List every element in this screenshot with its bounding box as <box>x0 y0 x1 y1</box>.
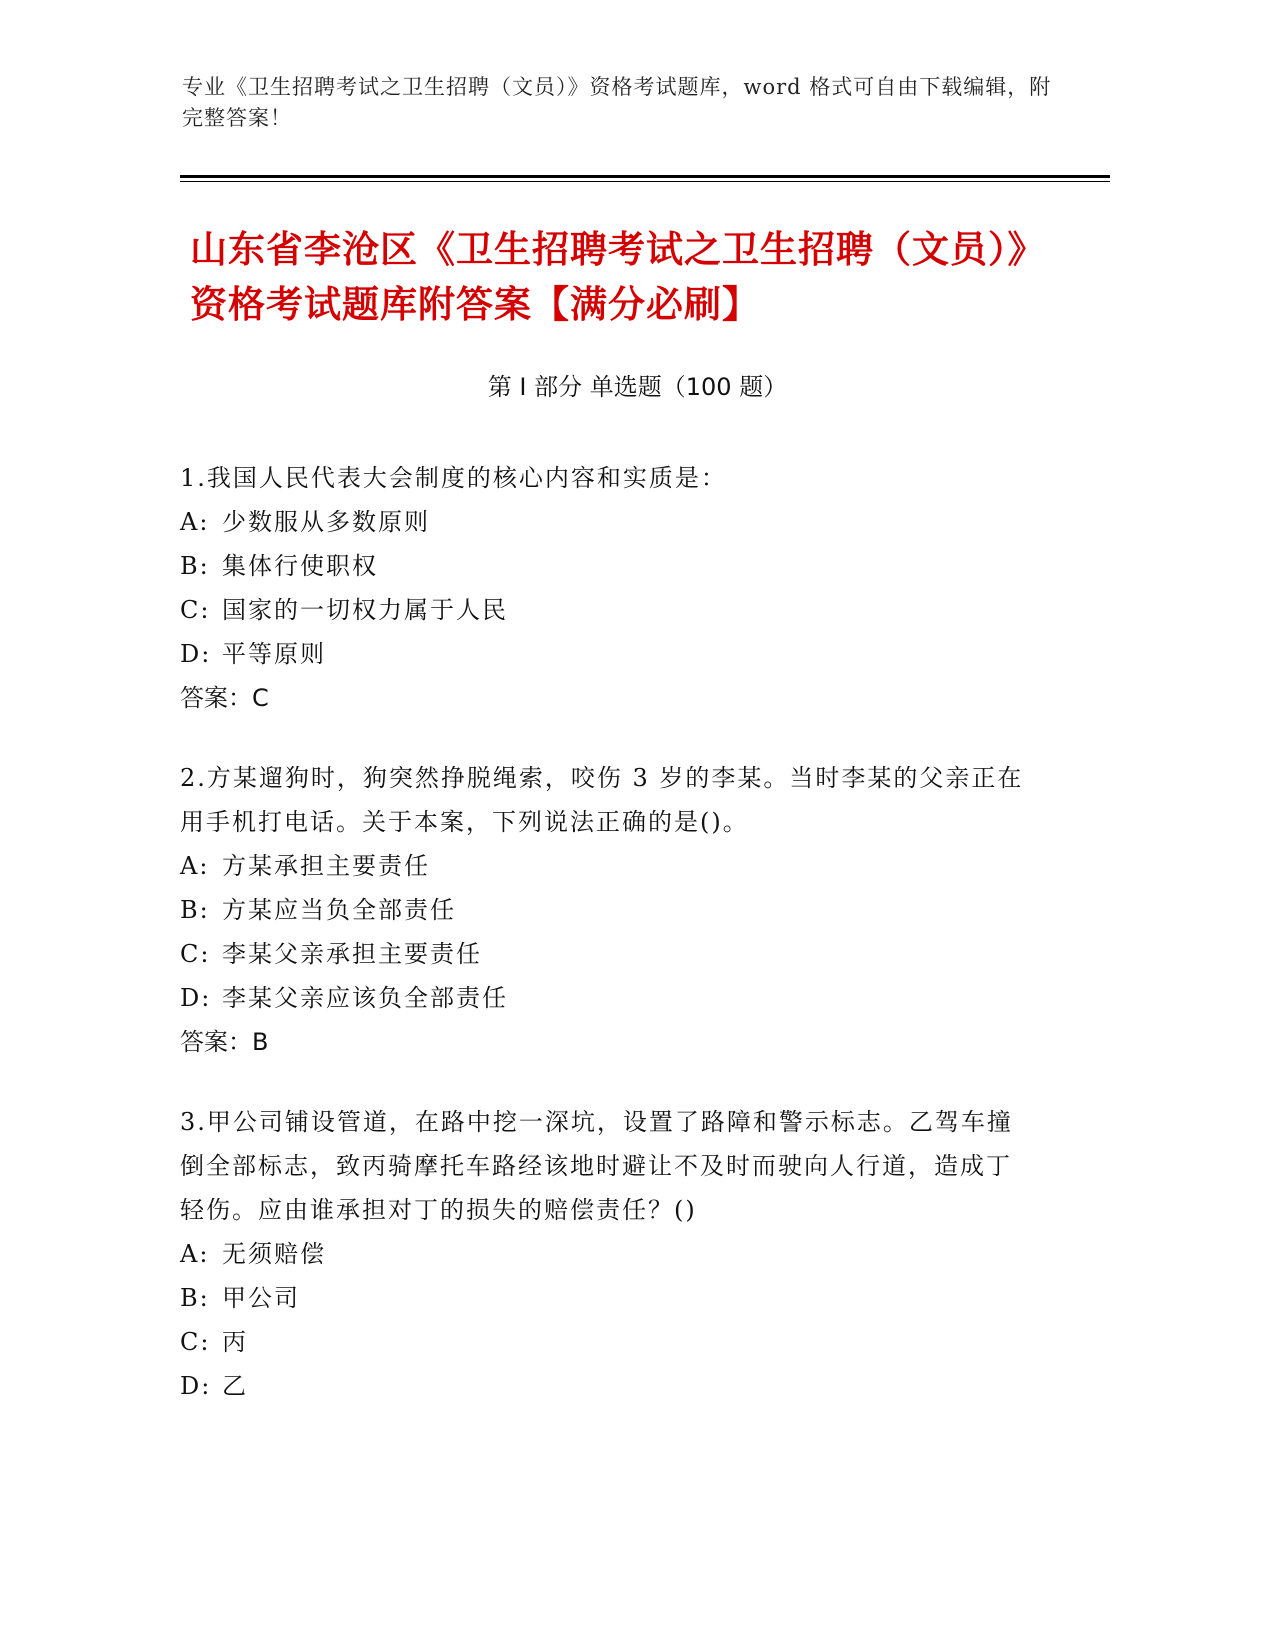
option-d <box>180 632 1030 676</box>
question-3 <box>180 1100 1030 1408</box>
option-letter: A: <box>180 1240 210 1268</box>
option-a <box>180 1232 1030 1276</box>
answer-line: 答案：B <box>180 1028 269 1056</box>
option-letter: B: <box>180 896 210 924</box>
option-letter: D: <box>180 984 212 1012</box>
option-text: 乙 <box>222 1372 248 1400</box>
option-text: 李某父亲应该负全部责任 <box>222 984 508 1012</box>
answer-line: 答案：C <box>180 684 269 712</box>
document-title: 山东省李沧区《卫生招聘考试之卫生招聘（文员）》资格考试题库附答案【满分必刷】 <box>190 228 1046 326</box>
option-letter: B: <box>180 1284 210 1312</box>
section-title: 第 I 部分 单选题（100 题） <box>487 373 788 401</box>
option-letter: C: <box>180 940 211 968</box>
option-text: 平等原则 <box>222 640 326 668</box>
option-letter: D: <box>180 1372 212 1400</box>
option-letter: D: <box>180 640 212 668</box>
option-text: 集体行使职权 <box>222 552 378 580</box>
option-letter: A: <box>180 852 210 880</box>
question-stem: 1.我国人民代表大会制度的核心内容和实质是： <box>180 464 727 492</box>
header-divider-thick <box>180 175 1110 178</box>
option-d <box>180 976 1030 1020</box>
option-text: 甲公司 <box>222 1284 300 1312</box>
option-b <box>180 1276 1030 1320</box>
option-a <box>180 844 1030 888</box>
question-stem: 3.甲公司铺设管道，在路中挖一深坑，设置了路障和警示标志。乙驾车撞倒全部标志，致丙骑摩托车路经该地时避让不及时而驶向人行道，造成丁轻伤。应由谁承担对丁的损失的赔偿责任？() <box>180 1108 1013 1224</box>
option-c <box>180 1320 1030 1364</box>
option-c <box>180 588 1030 632</box>
option-letter: C: <box>180 1328 211 1356</box>
option-b <box>180 544 1030 588</box>
option-text: 方某承担主要责任 <box>222 852 430 880</box>
option-letter: C: <box>180 596 211 624</box>
option-text: 国家的一切权力属于人民 <box>222 596 508 624</box>
option-text: 无须赔偿 <box>222 1240 326 1268</box>
option-c <box>180 932 1030 976</box>
option-text: 丙 <box>222 1328 248 1356</box>
option-letter: A: <box>180 508 210 536</box>
question-2 <box>180 756 1030 1064</box>
option-text: 李某父亲承担主要责任 <box>222 940 482 968</box>
option-text: 方某应当负全部责任 <box>222 896 456 924</box>
question-list <box>180 456 1030 1444</box>
header-note: 专业《卫生招聘考试之卫生招聘（文员）》资格考试题库，word 格式可自由下载编辑，附完整答案！ <box>182 75 1052 130</box>
header-divider-thin <box>180 181 1110 182</box>
option-letter: B: <box>180 552 210 580</box>
option-text: 少数服从多数原则 <box>222 508 430 536</box>
option-a <box>180 500 1030 544</box>
option-b <box>180 888 1030 932</box>
question-1 <box>180 456 1030 720</box>
option-d <box>180 1364 1030 1408</box>
question-stem: 2.方某遛狗时，狗突然挣脱绳索，咬伤 3 岁的李某。当时李某的父亲正在用手机打电话。关于本案，下列说法正确的是()。 <box>180 764 1024 836</box>
